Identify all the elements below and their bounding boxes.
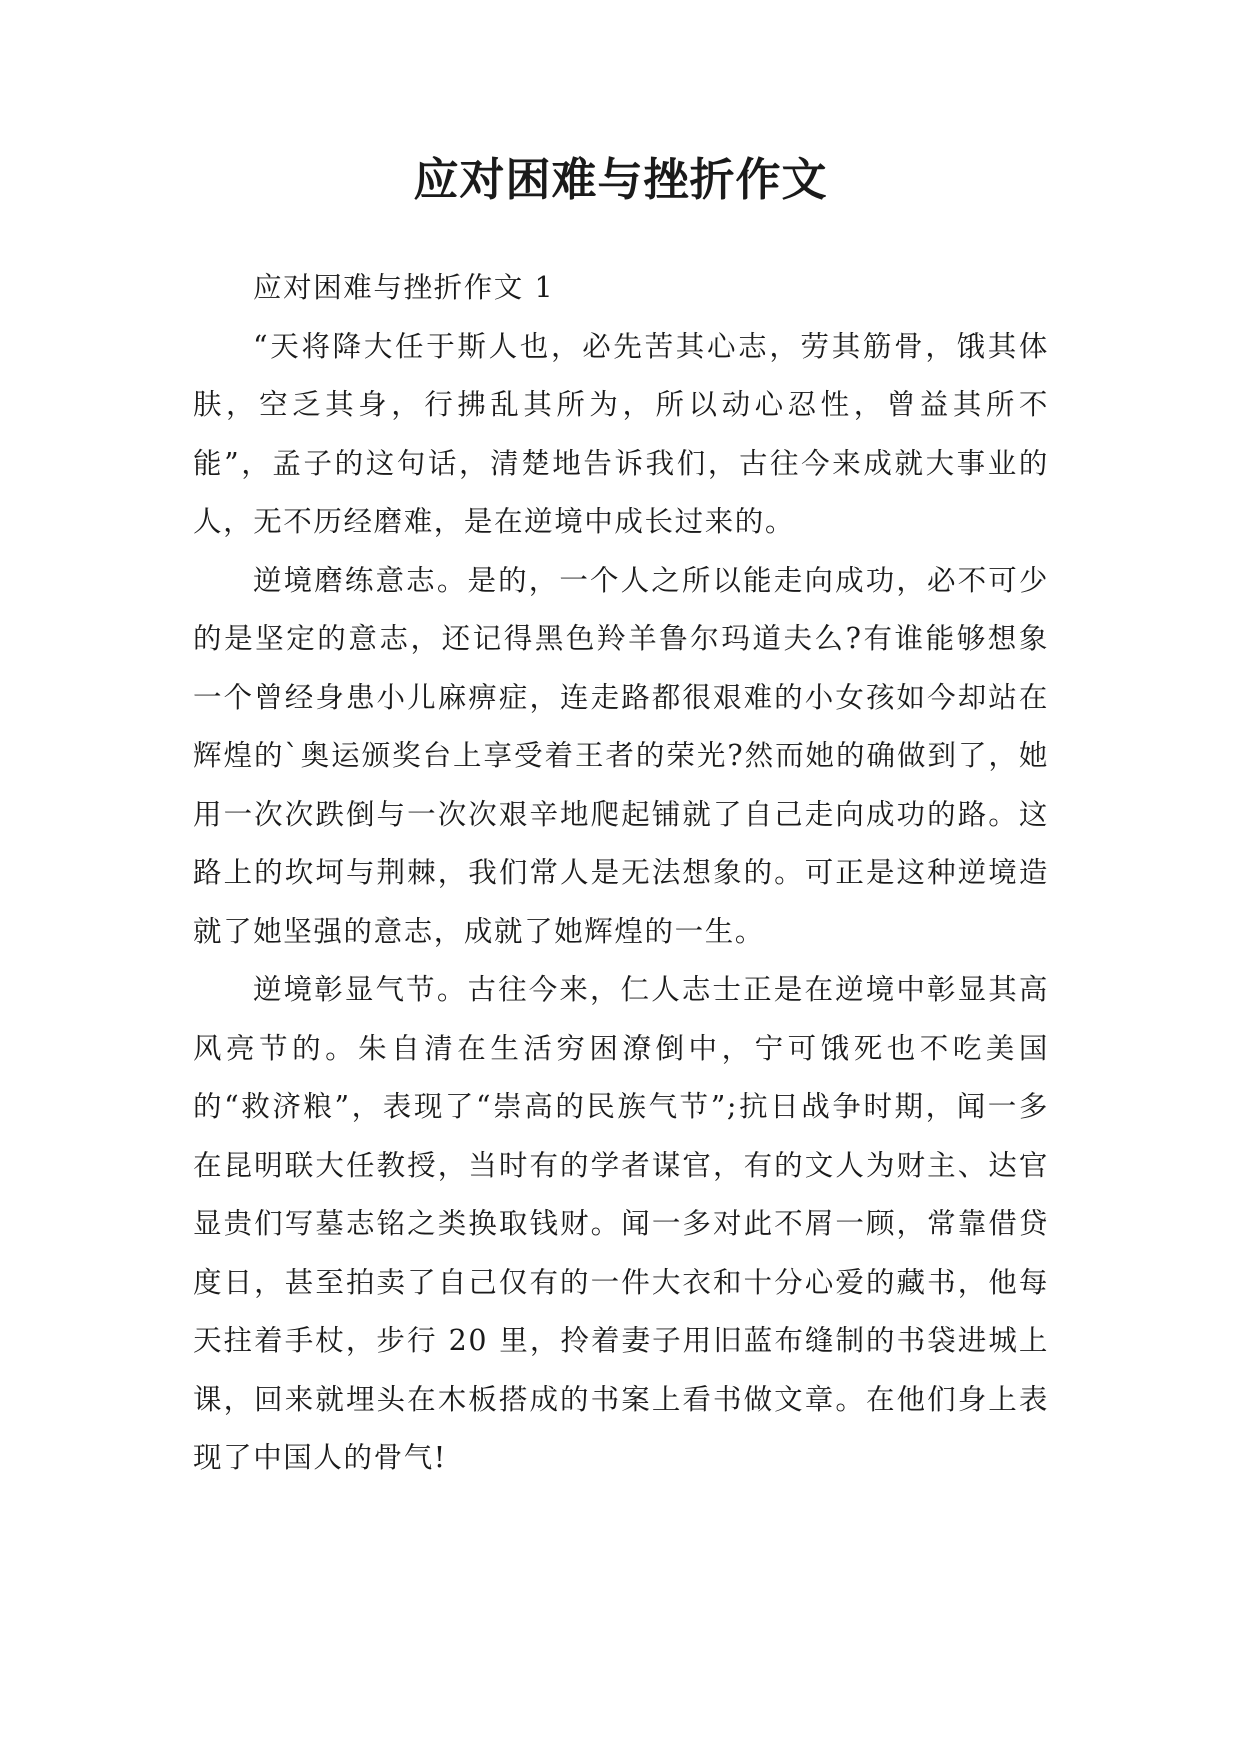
subtitle-paragraph: 应对困难与挫折作文 1	[253, 271, 555, 304]
body-paragraph: “天将降大任于斯人也，必先苦其心志，劳其筋骨，饿其体肤，空乏其身，行拂乱其所为，所以动心忍性，曾益其所不能”，孟子的这句话，清楚地告诉我们，古往今来成就大事业的人，无不历经磨难，是在逆境中成长过来的。	[193, 329, 1049, 538]
body-paragraph: 逆境磨练意志。是的，一个人之所以能走向成功，必不可少的是坚定的意志，还记得黑色羚羊鲁尔玛道夫么?有谁能够想象一个曾经身患小儿麻痹症，连走路都很艰难的小女孩如今却站在辉煌的`奥运颁奖台上享受着王者的荣光?然而她的确做到了，她用一次次跌倒与一次次艰辛地爬起铺就了自己走向成功的路。这路上的坎坷与荆棘，我们常人是无法想象的。可正是这种逆境造就了她坚强的意志，成就了她辉煌的一生。	[193, 563, 1049, 948]
document-title: 应对困难与挫折作文	[413, 153, 828, 206]
body-paragraph: 逆境彰显气节。古往今来，仁人志士正是在逆境中彰显其高风亮节的。朱自清在生活穷困潦倒中，宁可饿死也不吃美国的“救济粮”，表现了“崇高的民族气节”;抗日战争时期，闻一多在昆明联大任教授，当时有的学者谋官，有的文人为财主、达官显贵们写墓志铭之类换取钱财。闻一多对此不屑一顾，常靠借贷度日，甚至拍卖了自己仅有的一件大衣和十分心爱的藏书，他每天拄着手杖，步行 20 里，拎着妻子用旧蓝布缝制的书袋进城上课，回来就埋头在木板搭成的书案上看书做文章。在他们身上表现了中国人的骨气!	[193, 973, 1049, 1474]
document-body	[193, 259, 1049, 1488]
